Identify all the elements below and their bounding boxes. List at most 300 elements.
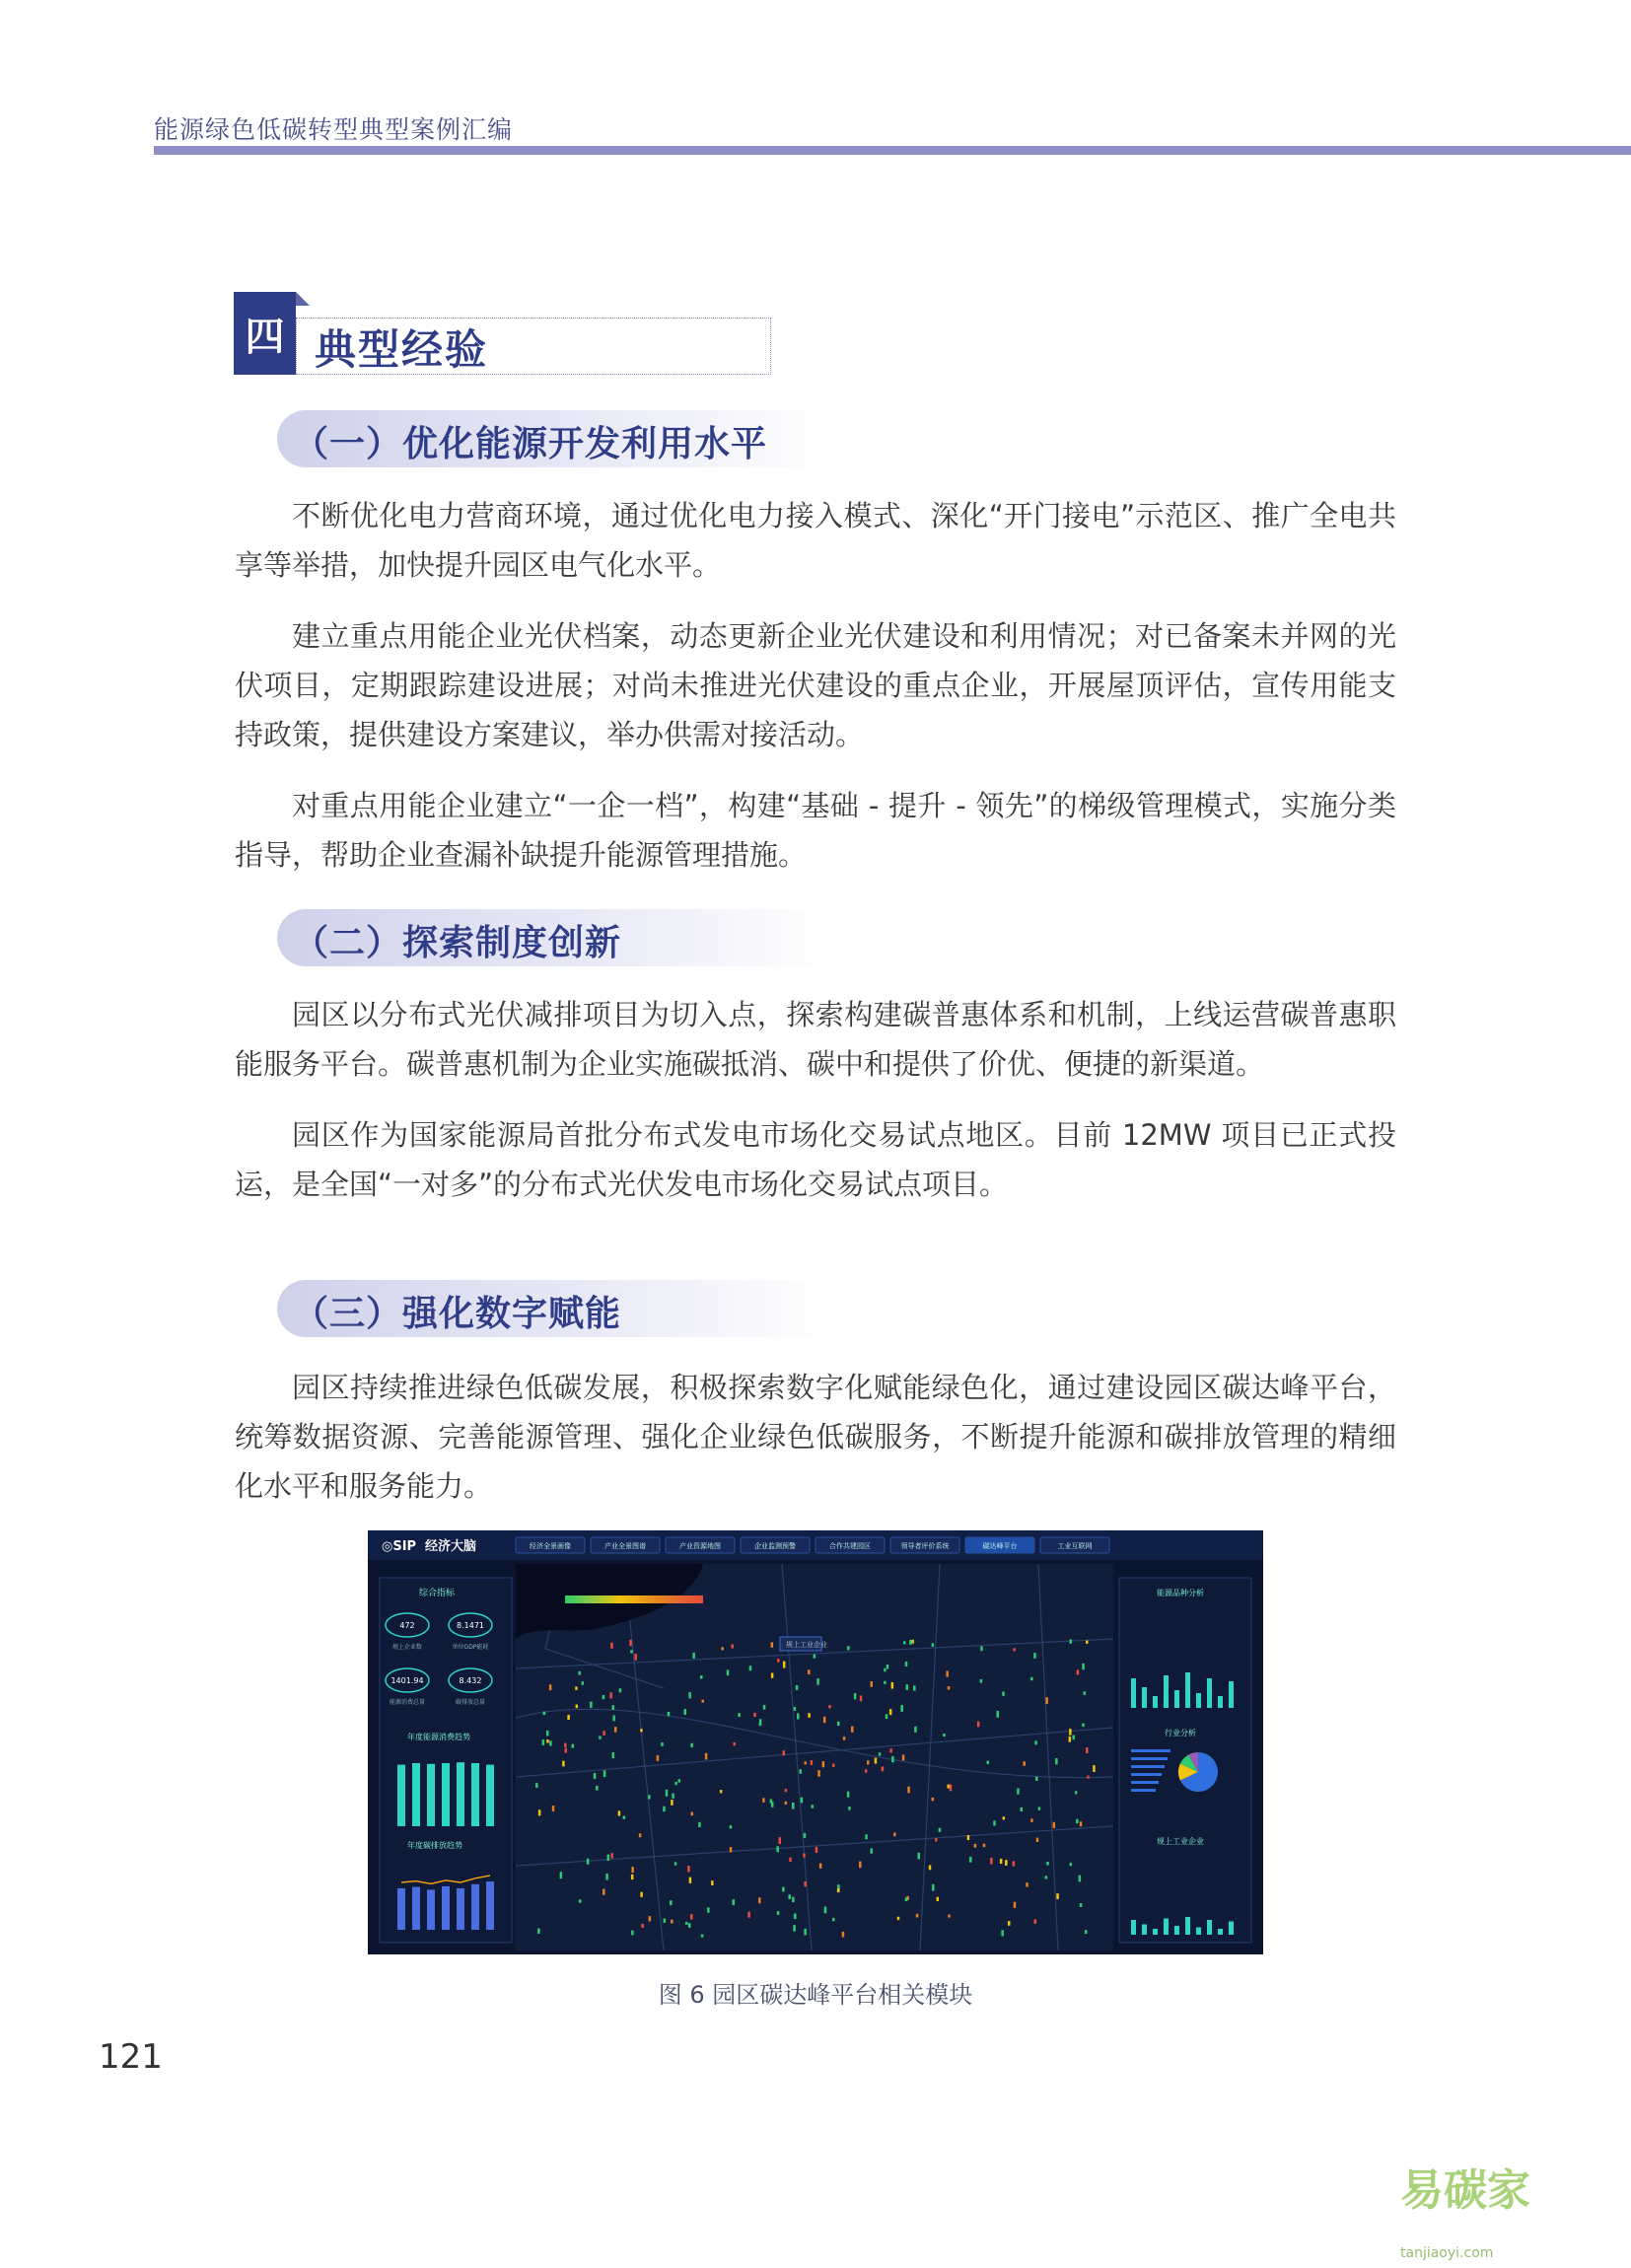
right-chart1-bar bbox=[1207, 1678, 1212, 1708]
map-enterprise-dot bbox=[771, 1642, 774, 1647]
map-enterprise-dot bbox=[916, 1914, 919, 1918]
map-enterprise-dot bbox=[1038, 1807, 1041, 1810]
map-enterprise-dot bbox=[776, 1846, 779, 1852]
left-chart2-bar bbox=[457, 1888, 464, 1930]
map-enterprise-dot bbox=[847, 1646, 850, 1650]
map-enterprise-dot bbox=[913, 1685, 916, 1690]
map-enterprise-dot bbox=[535, 1783, 538, 1788]
map-enterprise-dot bbox=[939, 1828, 942, 1832]
right-chart2-bar bbox=[1131, 1920, 1136, 1935]
map-enterprise-dot bbox=[618, 1810, 621, 1815]
map-enterprise-dot bbox=[678, 1779, 681, 1782]
stat-value: 8.1471 bbox=[457, 1621, 484, 1630]
map-enterprise-dot bbox=[875, 1758, 878, 1764]
stat-value: 472 bbox=[399, 1621, 415, 1630]
map-enterprise-dot bbox=[783, 1750, 786, 1755]
map-enterprise-dot bbox=[721, 1647, 724, 1650]
map-enterprise-dot bbox=[549, 1684, 552, 1690]
map-enterprise-dot bbox=[612, 1752, 615, 1758]
map-enterprise-dot bbox=[1003, 1816, 1006, 1819]
map-enterprise-dot bbox=[1085, 1930, 1088, 1934]
map-enterprise-dot bbox=[980, 1679, 983, 1683]
map-enterprise-dot bbox=[1030, 1818, 1033, 1822]
map-enterprise-dot bbox=[993, 1820, 996, 1825]
map-enterprise-dot bbox=[801, 1798, 804, 1804]
map-enterprise-dot bbox=[1046, 1862, 1049, 1866]
left-chart1-bar bbox=[412, 1763, 420, 1826]
running-title: 能源绿色低碳转型典型案例汇编 bbox=[154, 115, 514, 144]
map-enterprise-dot bbox=[793, 1925, 796, 1932]
watermark-brand: 易碳家 bbox=[1400, 2165, 1530, 2216]
map-enterprise-dot bbox=[1084, 1691, 1087, 1694]
map-enterprise-dot bbox=[1056, 1893, 1059, 1899]
map-enterprise-dot bbox=[630, 1650, 633, 1653]
map-enterprise-dot bbox=[1030, 1677, 1033, 1680]
map-enterprise-dot bbox=[549, 1740, 552, 1745]
map-enterprise-dot bbox=[727, 1669, 730, 1675]
map-enterprise-dot bbox=[1076, 1819, 1079, 1823]
figure-caption: 图 6 园区碳达峰平台相关模块 bbox=[658, 1981, 973, 2009]
map-enterprise-dot bbox=[792, 1897, 795, 1902]
map-enterprise-dot bbox=[865, 1769, 868, 1772]
industry-bar bbox=[1131, 1749, 1170, 1752]
map-enterprise-dot bbox=[900, 1705, 903, 1712]
nav-tab-label: 合作共建园区 bbox=[829, 1542, 871, 1550]
map-enterprise-dot bbox=[796, 1685, 799, 1690]
left-chart2-bar bbox=[412, 1887, 420, 1930]
map-enterprise-dot bbox=[911, 1640, 914, 1644]
map-enterprise-dot bbox=[661, 1742, 664, 1746]
left-chart1-bar bbox=[397, 1765, 405, 1826]
nav-tab-label: 工业互联网 bbox=[1057, 1542, 1093, 1550]
map-enterprise-dot bbox=[690, 1743, 693, 1747]
map-enterprise-dot bbox=[1001, 1930, 1004, 1936]
map-enterprise-dot bbox=[1005, 1860, 1008, 1866]
map-enterprise-dot bbox=[640, 1729, 643, 1732]
stat-label: 碳排放总量 bbox=[455, 1699, 486, 1706]
map-enterprise-dot bbox=[690, 1914, 693, 1920]
map-enterprise-dot bbox=[832, 1763, 835, 1766]
map-enterprise-dot bbox=[906, 1684, 909, 1690]
map-enterprise-dot bbox=[688, 1923, 691, 1928]
map-enterprise-dot bbox=[605, 1874, 608, 1880]
map-enterprise-dot bbox=[1086, 1747, 1089, 1753]
map-enterprise-dot bbox=[969, 1857, 972, 1863]
map-enterprise-dot bbox=[1002, 1692, 1005, 1696]
left-chart1-bar bbox=[471, 1763, 479, 1826]
map-enterprise-dot bbox=[1079, 1876, 1082, 1882]
map-enterprise-dot bbox=[1069, 1729, 1072, 1736]
map-enterprise-dot bbox=[859, 1862, 862, 1869]
nav-tab-label: 领导者评价系统 bbox=[900, 1542, 950, 1550]
map-enterprise-dot bbox=[1026, 1882, 1028, 1887]
map-enterprise-dot bbox=[700, 1675, 703, 1678]
map-enterprise-dot bbox=[814, 1655, 816, 1659]
map-enterprise-dot bbox=[1070, 1863, 1073, 1866]
map-enterprise-dot bbox=[779, 1837, 782, 1844]
map-enterprise-dot bbox=[730, 1847, 733, 1852]
map-enterprise-dot bbox=[886, 1714, 888, 1719]
map-enterprise-dot bbox=[607, 1855, 610, 1861]
map-enterprise-dot bbox=[671, 1920, 674, 1924]
map-enterprise-dot bbox=[1082, 1724, 1085, 1727]
map-enterprise-dot bbox=[1093, 1765, 1096, 1772]
map-enterprise-dot bbox=[909, 1640, 912, 1645]
map-enterprise-dot bbox=[1045, 1697, 1048, 1704]
map-enterprise-dot bbox=[668, 1712, 671, 1716]
map-enterprise-dot bbox=[738, 1713, 741, 1717]
map-enterprise-dot bbox=[804, 1761, 807, 1764]
map-enterprise-dot bbox=[771, 1672, 774, 1677]
map-enterprise-dot bbox=[837, 1888, 840, 1892]
stat-label: 规上企业数 bbox=[391, 1644, 423, 1651]
map-enterprise-dot bbox=[701, 1935, 704, 1938]
map-enterprise-dot bbox=[948, 1915, 951, 1918]
map-enterprise-dot bbox=[672, 1794, 674, 1799]
map-enterprise-dot bbox=[865, 1834, 868, 1839]
paragraph-1: 不断优化电力营商环境，通过优化电力接入模式、深化“开门接电”示范区、推广全电共享等举措，加快提升园区电气化水平。 bbox=[235, 499, 1396, 582]
map-enterprise-dot bbox=[967, 1835, 970, 1840]
map-enterprise-dot bbox=[902, 1754, 905, 1760]
map-enterprise-dot bbox=[610, 1853, 613, 1858]
map-enterprise-dot bbox=[705, 1753, 708, 1760]
map-enterprise-dot bbox=[564, 1748, 567, 1753]
industry-bar bbox=[1131, 1781, 1159, 1784]
map-enterprise-dot bbox=[785, 1789, 788, 1792]
map-enterprise-dot bbox=[1035, 1777, 1038, 1781]
map-enterprise-dot bbox=[848, 1807, 851, 1809]
left-chart2-bar bbox=[427, 1889, 435, 1930]
map-enterprise-dot bbox=[576, 1705, 579, 1709]
industry-bar bbox=[1131, 1765, 1165, 1768]
map-enterprise-dot bbox=[1086, 1641, 1089, 1644]
map-enterprise-dot bbox=[811, 1760, 814, 1765]
map-enterprise-dot bbox=[1080, 1903, 1083, 1907]
map-enterprise-dot bbox=[567, 1715, 570, 1720]
map-enterprise-dot bbox=[932, 1798, 935, 1801]
map-enterprise-dot bbox=[1008, 1921, 1011, 1926]
map-enterprise-dot bbox=[946, 1671, 949, 1677]
map-enterprise-dot bbox=[603, 1889, 605, 1895]
map-enterprise-dot bbox=[785, 1802, 788, 1805]
left-chart1-bar bbox=[427, 1764, 435, 1826]
map-enterprise-dot bbox=[842, 1932, 845, 1938]
industry-bar bbox=[1131, 1789, 1156, 1792]
right-chart2-bar bbox=[1164, 1919, 1169, 1936]
right-panel1-title: 能源品种分析 bbox=[1157, 1589, 1204, 1597]
map-enterprise-dot bbox=[977, 1722, 980, 1728]
map-enterprise-dot bbox=[546, 1731, 549, 1736]
map-enterprise-dot bbox=[1053, 1822, 1056, 1828]
map-enterprise-dot bbox=[797, 1713, 800, 1719]
map-enterprise-dot bbox=[1082, 1664, 1085, 1669]
map-enterprise-dot bbox=[648, 1795, 651, 1799]
map-enterprise-dot bbox=[762, 1798, 765, 1802]
map-enterprise-dot bbox=[886, 1665, 889, 1669]
map-enterprise-dot bbox=[674, 1782, 677, 1785]
map-enterprise-dot bbox=[720, 1790, 723, 1793]
map-enterprise-dot bbox=[747, 1912, 750, 1918]
map-enterprise-dot bbox=[733, 1899, 736, 1905]
page-number: 121 bbox=[99, 2037, 163, 2077]
map-enterprise-dot bbox=[812, 1805, 815, 1807]
map-enterprise-dot bbox=[1013, 1648, 1016, 1651]
map-enterprise-dot bbox=[623, 1815, 626, 1818]
map-enterprise-dot bbox=[903, 1641, 906, 1644]
map-enterprise-dot bbox=[1036, 1838, 1039, 1842]
map-enterprise-dot bbox=[587, 1859, 590, 1865]
paragraph-4: 园区以分布式光伏减排项目为切入点，探索构建碳普惠体系和机制，上线运营碳普惠职能服务平台。碳普惠机制为企业实施碳抵消、碳中和提供了价优、便捷的新渠道。 bbox=[235, 998, 1396, 1081]
map-enterprise-dot bbox=[804, 1881, 807, 1886]
map-enterprise-dot bbox=[578, 1671, 581, 1675]
map-enterprise-dot bbox=[799, 1769, 802, 1774]
map-enterprise-dot bbox=[1072, 1735, 1075, 1739]
map-enterprise-dot bbox=[770, 1800, 773, 1804]
map-enterprise-dot bbox=[907, 1787, 910, 1794]
map-enterprise-dot bbox=[932, 1884, 935, 1891]
map-enterprise-dot bbox=[986, 1761, 989, 1764]
map-enterprise-dot bbox=[707, 1907, 710, 1912]
map-enterprise-dot bbox=[832, 1918, 835, 1921]
map-enterprise-dot bbox=[782, 1887, 785, 1892]
map-enterprise-dot bbox=[749, 1666, 752, 1670]
map-enterprise-dot bbox=[579, 1899, 582, 1902]
watermark-logo bbox=[1400, 2155, 1631, 2268]
map-enterprise-dot bbox=[640, 1892, 643, 1897]
map-enterprise-dot bbox=[947, 1785, 950, 1789]
map-enterprise-dot bbox=[1000, 1859, 1003, 1864]
section-title: 典型经验 bbox=[315, 325, 489, 374]
map-enterprise-dot bbox=[590, 1702, 593, 1708]
map-enterprise-dot bbox=[582, 1681, 585, 1685]
map-enterprise-dot bbox=[871, 1681, 874, 1687]
map-enterprise-dot bbox=[599, 1736, 602, 1738]
map-enterprise-dot bbox=[817, 1770, 820, 1777]
map-enterprise-dot bbox=[819, 1864, 822, 1869]
nav-tab-label: 碳达峰平台 bbox=[982, 1542, 1018, 1550]
map-enterprise-dot bbox=[837, 1722, 840, 1726]
map-enterprise-dot bbox=[560, 1872, 563, 1878]
map-enterprise-dot bbox=[689, 1878, 692, 1883]
map-enterprise-dot bbox=[564, 1743, 567, 1747]
industry-bar bbox=[1131, 1757, 1168, 1760]
right-chart1-bar bbox=[1196, 1693, 1201, 1708]
map-enterprise-dot bbox=[990, 1858, 993, 1865]
map-enterprise-dot bbox=[612, 1705, 615, 1710]
map-enterprise-dot bbox=[788, 1894, 791, 1899]
map-enterprise-dot bbox=[711, 1880, 714, 1885]
map-enterprise-dot bbox=[891, 1682, 894, 1689]
map-enterprise-dot bbox=[860, 1695, 863, 1701]
map-enterprise-dot bbox=[777, 1911, 780, 1915]
right-chart1-bar bbox=[1164, 1675, 1169, 1708]
map-enterprise-dot bbox=[1017, 1789, 1020, 1795]
map-enterprise-dot bbox=[753, 1713, 756, 1717]
map-enterprise-dot bbox=[731, 1644, 734, 1648]
right-panel3-title: 规上工业企业 bbox=[1157, 1837, 1204, 1846]
map-enterprise-dot bbox=[783, 1662, 786, 1668]
logo-icon: ◎SIP bbox=[382, 1539, 417, 1554]
carbon-platform-screenshot bbox=[368, 1530, 1263, 1954]
map-enterprise-dot bbox=[701, 1700, 704, 1703]
right-chart2-bar bbox=[1142, 1925, 1147, 1936]
map-enterprise-dot bbox=[684, 1709, 687, 1715]
paragraph-3: 对重点用能企业建立“一企一档”，构建“基础 - 提升 - 领先”的梯级管理模式，实施分类指导，帮助企业查漏补缺提升能源管理措施。 bbox=[235, 789, 1396, 872]
left-chart2-bar bbox=[442, 1886, 450, 1930]
map-enterprise-dot bbox=[733, 1742, 736, 1745]
map-enterprise-dot bbox=[687, 1866, 690, 1872]
map-enterprise-dot bbox=[1069, 1736, 1072, 1742]
map-enterprise-dot bbox=[631, 1867, 634, 1873]
map-enterprise-dot bbox=[889, 1748, 892, 1752]
map-enterprise-dot bbox=[730, 1825, 733, 1828]
map-enterprise-dot bbox=[685, 1922, 688, 1925]
map-enterprise-dot bbox=[870, 1848, 873, 1853]
map-enterprise-dot bbox=[905, 1897, 908, 1901]
paragraph-5: 园区作为国家能源局首批分布式发电市场化交易试点地区。目前 12MW 项目已正式投运，是全国“一对多”的分布式光伏发电市场化交易试点项目。 bbox=[235, 1118, 1396, 1201]
left-chart1-bar bbox=[486, 1765, 494, 1826]
map-enterprise-dot bbox=[884, 1681, 886, 1684]
right-chart1-bar bbox=[1142, 1687, 1147, 1708]
right-chart1-bar bbox=[1229, 1681, 1234, 1708]
map-enterprise-dot bbox=[816, 1678, 819, 1685]
map-enterprise-dot bbox=[609, 1692, 612, 1698]
map-enterprise-dot bbox=[983, 1844, 986, 1847]
map-enterprise-dot bbox=[789, 1858, 792, 1862]
map-enterprise-dot bbox=[691, 1812, 694, 1816]
map-enterprise-dot bbox=[641, 1924, 644, 1928]
right-chart1-bar bbox=[1218, 1696, 1223, 1708]
map-enterprise-dot bbox=[867, 1760, 870, 1764]
nav-tab-label: 经济全景画像 bbox=[530, 1542, 571, 1550]
right-chart2-bar bbox=[1229, 1922, 1234, 1936]
map-enterprise-dot bbox=[546, 1739, 549, 1743]
map-enterprise-dot bbox=[649, 1916, 652, 1921]
map-enterprise-dot bbox=[847, 1792, 850, 1798]
map-enterprise-dot bbox=[843, 1736, 846, 1740]
map-enterprise-dot bbox=[777, 1659, 780, 1662]
map-enterprise-dot bbox=[932, 1643, 935, 1647]
nav-tab-label: 产业资源地图 bbox=[679, 1542, 721, 1550]
map-enterprise-dot bbox=[794, 1913, 797, 1919]
left-chart1-title: 年度能源消费趋势 bbox=[407, 1733, 470, 1741]
section-heading bbox=[234, 292, 771, 375]
map-enterprise-dot bbox=[854, 1693, 857, 1699]
map-enterprise-dot bbox=[889, 1709, 892, 1715]
map-enterprise-dot bbox=[950, 1785, 953, 1792]
map-enterprise-dot bbox=[614, 1727, 617, 1733]
subheading-3-text: （三）强化数字赋能 bbox=[293, 1294, 622, 1334]
map-enterprise-dot bbox=[1013, 1861, 1016, 1866]
map-enterprise-dot bbox=[594, 1773, 597, 1779]
map-enterprise-dot bbox=[879, 1752, 882, 1755]
header-rule bbox=[154, 146, 1631, 155]
left-chart1-bar bbox=[442, 1763, 450, 1826]
map-enterprise-dot bbox=[572, 1744, 575, 1748]
map-enterprise-dot bbox=[538, 1809, 541, 1815]
map-enterprise-dot bbox=[893, 1832, 896, 1836]
map-enterprise-dot bbox=[824, 1906, 827, 1913]
map-enterprise-dot bbox=[828, 1705, 831, 1708]
map-label: 规上工业企业 bbox=[786, 1641, 827, 1649]
right-chart2-bar bbox=[1218, 1929, 1223, 1935]
nav-tab-label: 企业监测预警 bbox=[754, 1542, 796, 1550]
dashboard-image bbox=[368, 1530, 1263, 1954]
map-enterprise-dot bbox=[657, 1755, 660, 1761]
left-chart2-bar bbox=[397, 1888, 405, 1930]
watermark-domain: tanjiaoyi.com bbox=[1400, 2245, 1494, 2261]
map-enterprise-dot bbox=[1034, 1740, 1037, 1744]
map-enterprise-dot bbox=[610, 1643, 613, 1649]
map-enterprise-dot bbox=[674, 1862, 677, 1865]
map-enterprise-dot bbox=[692, 1653, 695, 1659]
map-enterprise-dot bbox=[671, 1800, 674, 1806]
paragraph-2: 建立重点用能企业光伏档案，动态更新企业光伏建设和利用情况；对已备案未并网的光伏项目，定期跟踪建设进展；对尚未推进光伏建设的重点企业，开展屋顶评估，宣传用能支持政策，提供建设方案建议，举办供需对接活动。 bbox=[235, 619, 1396, 751]
right-chart2-bar bbox=[1196, 1928, 1201, 1936]
map-enterprise-dot bbox=[891, 1756, 894, 1762]
map-enterprise-dot bbox=[816, 1847, 818, 1853]
right-chart2-bar bbox=[1207, 1920, 1212, 1935]
map-enterprise-dot bbox=[631, 1931, 634, 1936]
map-enterprise-dot bbox=[974, 1844, 977, 1848]
map-enterprise-dot bbox=[897, 1917, 900, 1920]
map-enterprise-dot bbox=[1075, 1791, 1078, 1794]
map-enterprise-dot bbox=[1034, 1919, 1037, 1924]
map-enterprise-dot bbox=[1087, 1776, 1090, 1779]
stat-value: 8.432 bbox=[459, 1676, 482, 1685]
map-enterprise-dot bbox=[631, 1875, 634, 1879]
map-enterprise-dot bbox=[1045, 1876, 1048, 1878]
map-enterprise-dot bbox=[914, 1727, 917, 1733]
map-enterprise-dot bbox=[543, 1712, 546, 1715]
left-chart2-title: 年度碳排放趋势 bbox=[407, 1841, 462, 1850]
map-enterprise-dot bbox=[929, 1865, 932, 1870]
map-enterprise-dot bbox=[1080, 1821, 1083, 1826]
map-enterprise-dot bbox=[670, 1900, 673, 1905]
stat-label: 能源消费总量 bbox=[389, 1699, 426, 1706]
map-enterprise-dot bbox=[822, 1761, 825, 1767]
subheading-3 bbox=[277, 1280, 829, 1337]
map-enterprise-dot bbox=[1014, 1902, 1017, 1908]
right-chart1-bar bbox=[1185, 1672, 1190, 1708]
map-enterprise-dot bbox=[1055, 1758, 1058, 1764]
map-enterprise-dot bbox=[948, 1686, 951, 1690]
map-enterprise-dot bbox=[917, 1853, 920, 1860]
map-enterprise-dot bbox=[619, 1688, 622, 1692]
right-panel2-title: 行业分析 bbox=[1165, 1729, 1196, 1737]
map-enterprise-dot bbox=[794, 1707, 797, 1711]
map-enterprise-dot bbox=[803, 1854, 806, 1858]
map-enterprise-dot bbox=[698, 1822, 701, 1827]
right-chart1-bar bbox=[1174, 1690, 1179, 1708]
map-enterprise-dot bbox=[937, 1897, 940, 1901]
map-enterprise-dot bbox=[792, 1803, 795, 1809]
nav-tab-label: 产业全景图谱 bbox=[604, 1542, 646, 1550]
left-chart2-bar bbox=[486, 1881, 494, 1930]
right-chart1-bar bbox=[1153, 1696, 1158, 1708]
right-chart2-bar bbox=[1174, 1926, 1179, 1935]
section-number: 四 bbox=[234, 292, 296, 375]
map-enterprise-dot bbox=[823, 1717, 826, 1724]
stat-value: 1401.94 bbox=[390, 1676, 424, 1685]
map-enterprise-dot bbox=[758, 1897, 761, 1903]
right-chart1-bar bbox=[1131, 1678, 1136, 1708]
map-enterprise-dot bbox=[808, 1669, 811, 1674]
map-enterprise-dot bbox=[1033, 1653, 1036, 1659]
map-enterprise-dot bbox=[1077, 1669, 1080, 1674]
paragraph-6: 园区持续推进绿色低碳发展，积极探索数字化赋能绿色化，通过建设园区碳达峰平台，统筹数据资源、完善能源管理、强化企业绿色低碳服务，不断提升能源和碳排放管理的精细化水平和服务能力。 bbox=[235, 1371, 1396, 1503]
map-enterprise-dot bbox=[1023, 1761, 1026, 1766]
